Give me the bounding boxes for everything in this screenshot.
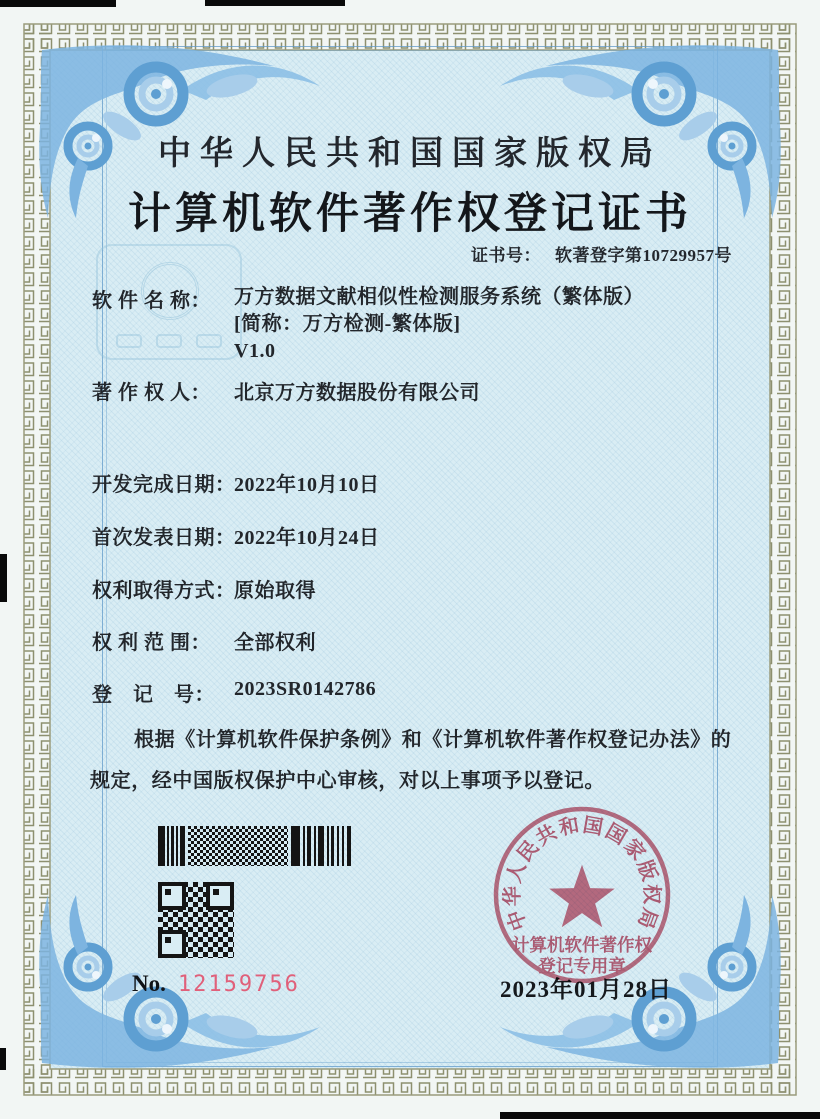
field-software-name <box>92 284 644 365</box>
serial-number-value: 12159756 <box>177 972 300 997</box>
field-label: 登 记 号： <box>92 684 215 706</box>
scan-artifact <box>0 554 7 602</box>
issuer-title: 中华人民共和国国家版权局 <box>158 136 662 172</box>
seal-ring-text: 中华人民共和国国家版权局 <box>501 814 663 934</box>
field-label: 首次发表日期： <box>92 527 236 549</box>
field-value: 全部权利 <box>234 632 316 654</box>
field-copyright-owner <box>92 376 480 405</box>
scan-artifact <box>205 0 345 6</box>
field-label: 开发完成日期： <box>92 474 236 496</box>
certificate-number-label: 证书号： <box>471 246 541 265</box>
field-value: 原始取得 <box>234 580 316 602</box>
scan-artifact <box>500 1112 820 1119</box>
issue-date: 2023年01月28日 <box>500 977 672 1002</box>
field-first-publish-date <box>92 521 380 550</box>
serial-number <box>132 971 300 997</box>
seal-text-line-2: 登记专用章 <box>538 956 626 976</box>
official-red-seal-icon <box>474 787 690 1003</box>
field-registration-number <box>92 678 376 707</box>
statement-line-2: 规定，经中国版权保护中心审核，对以上事项予以登记。 <box>90 770 605 792</box>
certificate-number-value: 软著登字第10729957号 <box>555 246 732 265</box>
field-value: 2023SR0142786 <box>234 678 377 700</box>
certificate-title: 计算机软件著作权登记证书 <box>128 191 692 238</box>
field-label: 著 作 权 人： <box>92 382 211 404</box>
statement-line-1: 根据《计算机软件保护条例》和《计算机软件著作权登记办法》的 <box>134 729 732 751</box>
field-label: 权 利 范 围： <box>92 632 211 654</box>
field-label: 权利取得方式： <box>92 580 236 602</box>
barcode-icon <box>158 826 354 866</box>
scan-artifact <box>0 0 116 7</box>
field-label: 软 件 名 称： <box>92 290 211 312</box>
seal-text-line-1: 计算机软件著作权 <box>512 935 652 955</box>
scan-artifact <box>0 1048 6 1070</box>
field-rights-scope <box>92 626 316 655</box>
field-rights-acquisition <box>92 574 316 603</box>
field-value: 北京万方数据股份有限公司 <box>234 382 480 404</box>
certificate-number <box>471 241 732 266</box>
field-value: 2022年10月10日 <box>234 474 380 496</box>
field-value: 万方数据文献相似性检测服务系统（繁体版） [简称：万方检测-繁体版] V1.0 <box>234 286 644 362</box>
qr-code-icon <box>158 882 234 958</box>
field-value: 2022年10月24日 <box>234 527 380 549</box>
field-dev-complete-date <box>92 468 380 497</box>
serial-number-label: No. <box>132 971 166 996</box>
